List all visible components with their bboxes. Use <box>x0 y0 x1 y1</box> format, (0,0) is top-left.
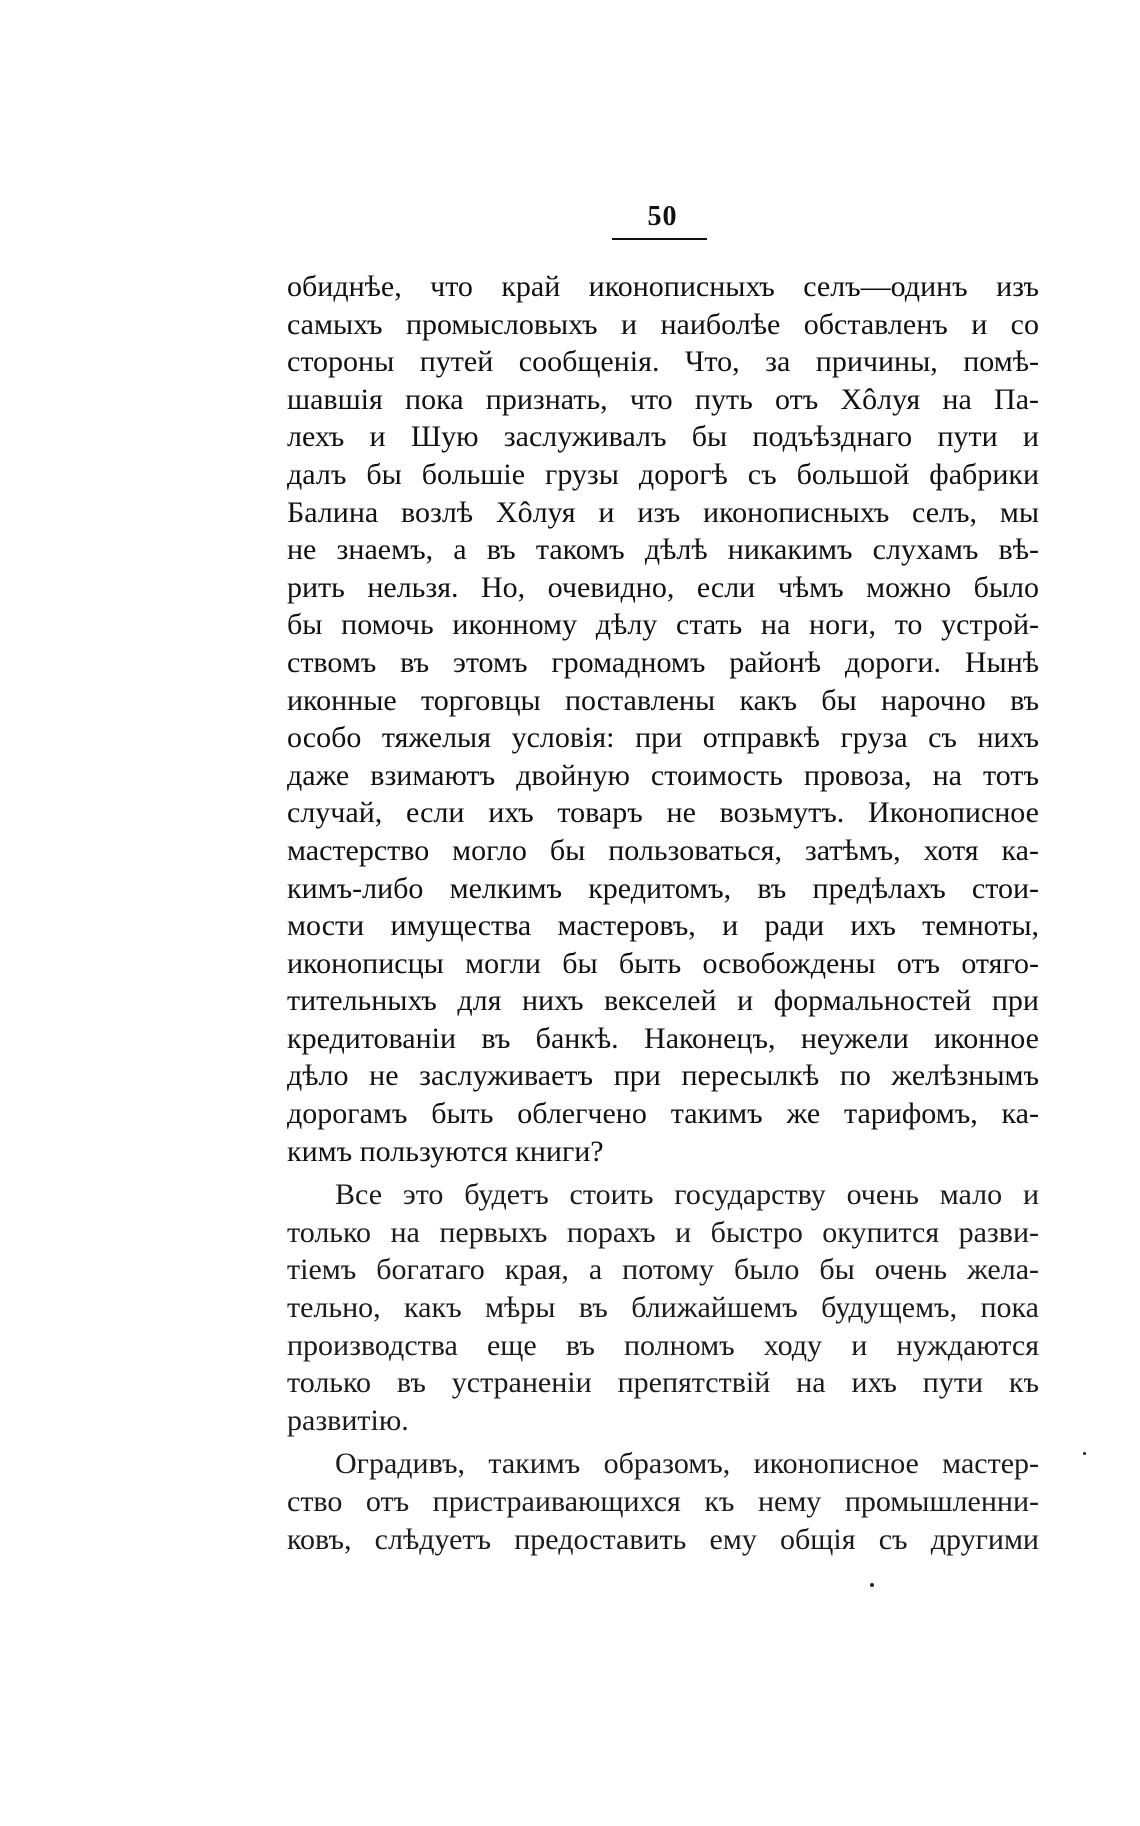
text-line: производства еще въ полномъ ходу и нуждаются <box>287 1328 1039 1362</box>
text-line: ство отъ пристраивающихся къ нему промышленни- <box>287 1485 1039 1518</box>
text-line: кимъ-либо мелкимъ кредитомъ, въ предѣлахъ стои- <box>287 871 1039 905</box>
text-line: обиднѣе, что край иконописныхъ селъ—одинъ изъ <box>287 270 1039 303</box>
text-line: мости имущества мастеровъ, и ради ихъ темноты, <box>287 909 1039 943</box>
page-number: 50 <box>647 201 678 232</box>
page-number-rule <box>612 238 707 240</box>
text-line: не знаемъ, а въ такомъ дѣлѣ никакимъ слухамъ вѣ- <box>287 533 1039 567</box>
text-line: ковъ, слѣдуетъ предоставить ему общія съ другими <box>287 1522 1039 1556</box>
text-line: даже взимаютъ двойную стоимость провоза, на тотъ <box>287 758 1039 792</box>
text-line: кредитованіи въ банкѣ. Наконецъ, неужели иконное <box>287 1021 1039 1055</box>
text-line: тіемъ богатаго края, а потому было бы очень жела- <box>287 1253 1039 1287</box>
text-line: особо тяжелыя условія: при отправкѣ груза съ нихъ <box>287 721 1039 755</box>
ink-speck <box>1083 1452 1086 1455</box>
text-line: лехъ и Шую заслуживалъ бы подъѣзднаго пути и <box>287 420 1039 454</box>
text-line: кимъ пользуются книги? <box>287 1134 604 1168</box>
text-line: дорогамъ быть облегчено такимъ же тарифомъ, ка- <box>287 1097 1039 1131</box>
text-line: иконные торговцы поставлены какъ бы нарочно въ <box>287 683 1039 717</box>
body-text <box>287 268 1039 1558</box>
text-line: рить нельзя. Но, очевидно, если чѣмъ можно было <box>287 570 1039 604</box>
text-line: развитію. <box>287 1403 409 1437</box>
paragraph-2 <box>287 1176 1039 1439</box>
text-line: мастерство могло бы пользоваться, затѣмъ, хотя ка- <box>287 833 1039 867</box>
text-line: Все это будетъ стоить государству очень мало и <box>335 1178 1039 1212</box>
text-line: Балина возлѣ Хôлуя и изъ иконописныхъ селъ, мы <box>287 495 1039 529</box>
text-line: дѣло не заслуживаетъ при пересылкѣ по желѣзнымъ <box>287 1059 1039 1093</box>
text-line: только на первыхъ порахъ и быстро окупится разви- <box>287 1215 1039 1249</box>
text-line: самыхъ промысловыхъ и наиболѣе обставленъ и со <box>287 307 1039 341</box>
text-line: Оградивъ, такимъ образомъ, иконописное мастер- <box>335 1447 1039 1481</box>
text-line: иконописцы могли бы быть освобождены отъ отяго- <box>287 946 1039 980</box>
text-line: ствомъ въ этомъ громадномъ районѣ дороги. Нынѣ <box>287 645 1039 679</box>
paragraph-1 <box>287 268 1039 1170</box>
paragraph-3 <box>287 1445 1039 1558</box>
text-line: далъ бы большіе грузы дорогѣ съ большой фабрики <box>287 457 1039 491</box>
text-line: случай, если ихъ товаръ не возьмутъ. Иконописное <box>287 796 1039 830</box>
text-line: только въ устраненіи препятствій на ихъ пути къ <box>287 1366 1039 1400</box>
ink-speck <box>870 1583 874 1587</box>
text-line: тительныхъ для нихъ векселей и формальностей при <box>287 984 1039 1018</box>
text-line: шавшія пока признать, что путь отъ Хôлуя на Па- <box>287 382 1039 416</box>
text-line: бы помочь иконному дѣлу стать на ноги, то устрой- <box>287 608 1039 642</box>
text-line: стороны путей сообщенія. Что, за причины, помѣ- <box>287 345 1039 379</box>
text-line: тельно, какъ мѣры въ ближайшемъ будущемъ, пока <box>287 1291 1039 1325</box>
